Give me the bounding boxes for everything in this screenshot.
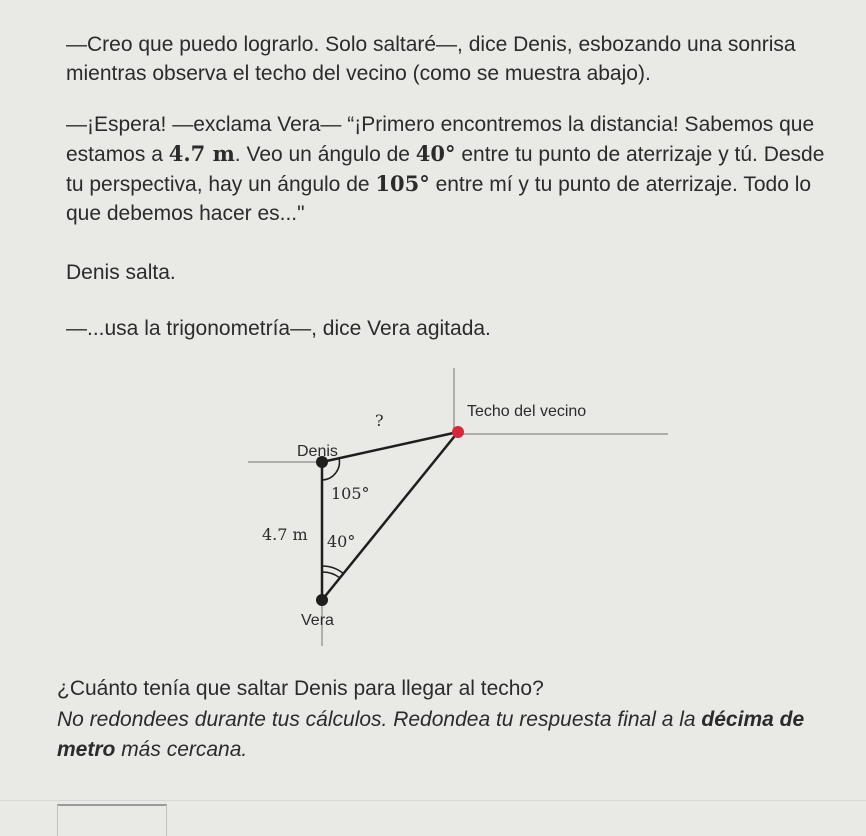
unknown-distance-label: ?	[375, 411, 384, 430]
roof-label: Techo del vecino	[467, 403, 587, 420]
answer-input[interactable]	[57, 804, 167, 836]
instruction-bold: décima de metro	[57, 708, 805, 761]
instruction-part-2: más cercana.	[115, 738, 248, 761]
p2-angle-40: 40°	[415, 141, 456, 166]
p2-text-a: —¡Espera! —exclama Vera— “¡Primero encontremos la distancia! Sabemos que estamos a	[66, 113, 815, 166]
p2-text-c: entre tu punto de aterrizaje y tú. Desde tu perspectiva, hay un ángulo de	[66, 143, 825, 196]
story-paragraph-2	[66, 110, 846, 228]
story-paragraph-4: —...usa la trigonometría—, dice Vera agitada.	[66, 317, 491, 340]
question-text: ¿Cuánto tenía que saltar Denis para llegar al techo?	[57, 677, 544, 700]
angle-arc-vera-1	[322, 572, 340, 578]
story-paragraph-1: —Creo que puedo lograrlo. Solo saltaré—, dice Denis, esbozando una sonrisa mientras observa el techo del vecino (como se muestra abajo).	[66, 33, 796, 85]
distance-label: 4.7 m	[262, 525, 308, 544]
angle-denis-label: 105°	[331, 484, 370, 503]
divider	[0, 800, 866, 801]
vera-point	[316, 594, 328, 606]
instruction-text	[57, 705, 857, 765]
denis-label: Denis	[297, 443, 338, 460]
p2-angle-105: 105°	[375, 171, 430, 196]
instruction-part-1: No redondees durante tus cálculos. Redondea tu respuesta final a la	[57, 708, 702, 731]
story-paragraph-3: Denis salta.	[66, 261, 176, 284]
vera-label: Vera	[301, 612, 334, 629]
p2-distance: 4.7 m	[168, 141, 235, 166]
p2-text-d: entre mí y tu punto de aterrizaje. Todo lo que debemos hacer es..."	[66, 173, 812, 225]
angle-vera-label: 40°	[327, 532, 356, 551]
p2-text-b: . Veo un ángulo de	[234, 143, 416, 166]
roof-point	[452, 426, 464, 438]
triangle-diagram	[0, 360, 866, 660]
